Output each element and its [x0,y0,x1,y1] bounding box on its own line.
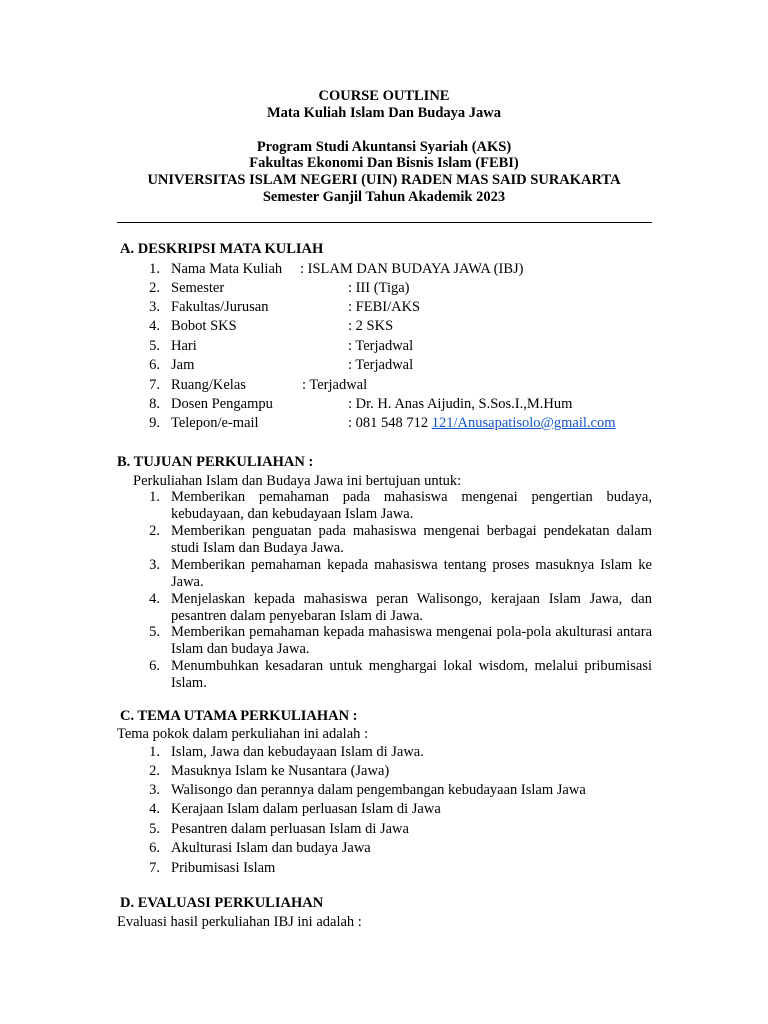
field-value: : ISLAM DAN BUDAYA JAWA (IBJ) [300,261,524,277]
list-item-number: 1. [149,489,160,505]
list-item-text: Pesantren dalam perluasan Islam di Jawa [171,821,409,837]
field-value: : Dr. H. Anas Aijudin, S.Sos.I.,M.Hum [348,396,573,412]
list-item-number: 2. [149,523,160,539]
list-item-number: 6. [149,658,160,674]
list-item-number: 5. [149,821,160,837]
list-item-text: Memberikan pemahaman kepada mahasiswa mengenai pola-pola akulturasi antara Islam dan budaya Jawa. [171,624,652,657]
list-item-number: 9. [149,415,160,431]
field-label: Jam [171,357,195,373]
header-divider [117,222,652,223]
list-item-number: 5. [149,338,160,354]
section-a-title: A. DESKRIPSI MATA KULIAH [120,241,324,257]
list-item-number: 1. [149,261,160,277]
list-item-text: Islam, Jawa dan kebudayaan Islam di Jawa. [171,744,424,760]
university-name: UNIVERSITAS ISLAM NEGERI (UIN) RADEN MAS SAID SURAKARTA [147,172,621,188]
field-value: : III (Tiga) [348,280,410,296]
list-item-number: 6. [149,840,160,856]
list-item-text: Menjelaskan kepada mahasiswa peran Walisongo, kerajaan Islam Jawa, dan pesantren dalam penyebaran Islam di Jawa. [171,591,652,624]
list-item-text: Kerajaan Islam dalam perluasan Islam di Jawa [171,801,441,817]
list-item-number: 4. [149,318,160,334]
field-value: : 2 SKS [348,318,394,334]
list-item-number: 8. [149,396,160,412]
semester-year: Semester Ganjil Tahun Akademik 2023 [262,189,506,205]
list-item-text: Menumbuhkan kesadaran untuk menghargai lokal wisdom, melalui pribumisasi Islam. [171,658,652,691]
section-c-title: C. TEMA UTAMA PERKULIAHAN : [120,708,358,724]
list-item-text: Memberikan pemahaman pada mahasiswa mengenai pengertian budaya, kebudayaan, dan kebudayaan Islam Jawa. [171,489,652,522]
phone-number: : 081 548 712 [348,415,432,431]
field-label: Hari [171,338,197,354]
field-label: Semester [171,280,225,296]
field-label: Bobot SKS [171,318,237,334]
faculty-name: Fakultas Ekonomi Dan Bisnis Islam (FEBI) [249,155,519,171]
field-value: : Terjadwal [348,338,414,354]
field-value: : FEBI/AKS [348,299,421,315]
list-item-text: Pribumisasi Islam [171,860,276,876]
program-name: Program Studi Akuntansi Syariah (AKS) [256,139,512,155]
list-item-text: Memberikan pemahaman kepada mahasiswa tentang proses masuknya Islam ke Jawa. [171,557,652,590]
field-value: : Terjadwal [302,377,368,393]
list-item-number: 4. [149,591,160,607]
field-label: Fakultas/Jurusan [171,299,269,315]
field-label: Telepon/e-mail [171,415,259,431]
list-item-text: Memberikan penguatan pada mahasiswa mengenai berbagai pendekatan dalam studi Islam dan Budaya Jawa. [171,523,652,556]
list-item-number: 2. [149,763,160,779]
list-item-number: 2. [149,280,160,296]
field-label: Ruang/Kelas [171,377,246,393]
doc-title: COURSE OUTLINE [318,88,450,104]
list-item-number: 7. [149,377,160,393]
list-item-number: 3. [149,782,160,798]
list-item-number: 5. [149,624,160,640]
list-item-number: 3. [149,557,160,573]
section-d-title: D. EVALUASI PERKULIAHAN [120,895,324,911]
field-value: : Terjadwal [348,357,414,373]
section-c-intro: Tema pokok dalam perkuliahan ini adalah : [117,726,369,742]
field-label: Dosen Pengampu [171,396,273,412]
course-name: Mata Kuliah Islam Dan Budaya Jawa [266,105,502,121]
list-item-number: 7. [149,860,160,876]
section-b-title: B. TUJUAN PERKULIAHAN : [117,454,314,470]
list-item-text: Walisongo dan perannya dalam pengembangan kebudayaan Islam Jawa [171,782,586,798]
section-b-intro: Perkuliahan Islam dan Budaya Jawa ini bertujuan untuk: [133,473,462,489]
list-item-number: 1. [149,744,160,760]
list-item-number: 4. [149,801,160,817]
list-item-number: 6. [149,357,160,373]
list-item-text: Masuknya Islam ke Nusantara (Jawa) [171,763,390,779]
email-link[interactable]: 121/Anusapatisolo@gmail.com [431,415,616,431]
field-label: Nama Mata Kuliah [171,261,283,277]
field-value [348,415,616,432]
list-item-number: 3. [149,299,160,315]
section-d-intro: Evaluasi hasil perkuliahan IBJ ini adalah : [117,914,362,930]
list-item-text: Akulturasi Islam dan budaya Jawa [171,840,371,856]
